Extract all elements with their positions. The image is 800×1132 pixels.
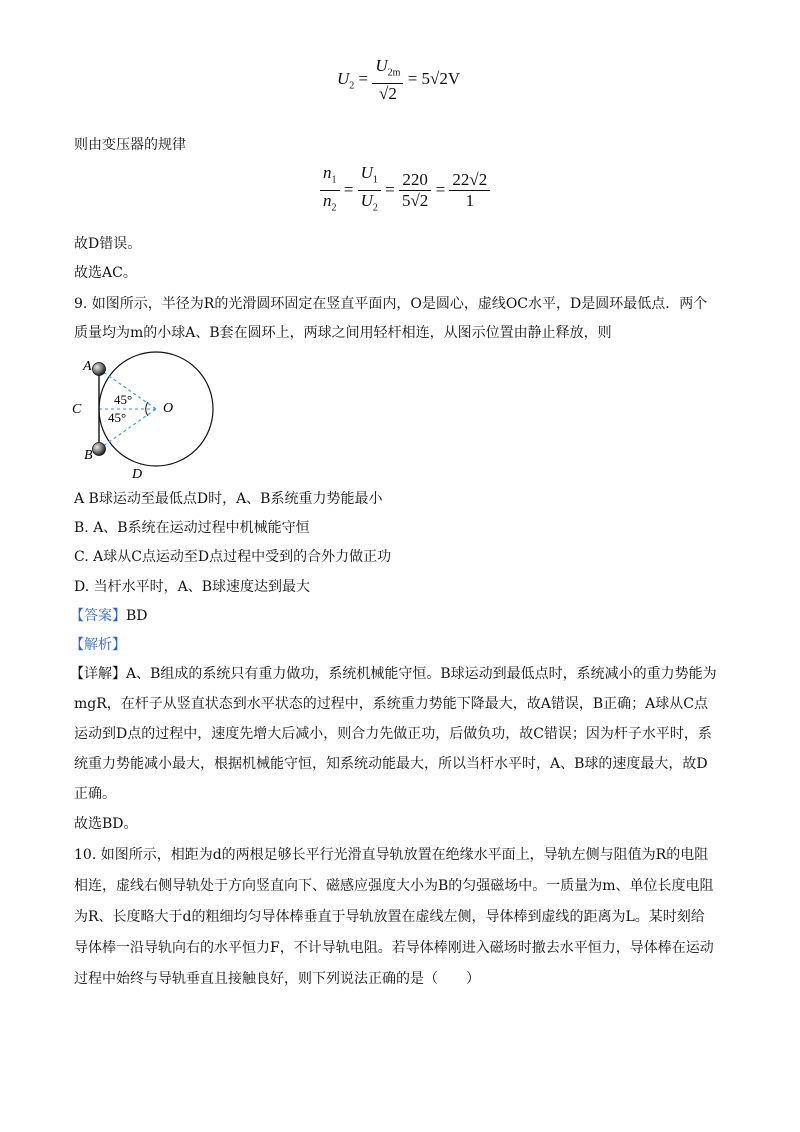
eq1-rhs: = 5√2V — [407, 69, 461, 89]
equation-turns-ratio: $\frac{n_1}{n_2}$ = $\frac{U_1}{U_2}$ = $\frac{220}{5√2}$ = $\frac{22√2}{1}$ — [320, 163, 490, 219]
label-c: C — [72, 402, 82, 417]
eq2-frac1 — [320, 163, 340, 219]
q10-line2: 相连，虚线右侧导轨处于方向竖直向下、磁感应强度大小为B的匀强磁场中。一质量为m、单位长度电阻 — [74, 878, 714, 894]
eq2-f1-den: n — [323, 191, 332, 211]
eq2-f1-den-sub: 2 — [331, 202, 337, 214]
eq2-f2-den-sub: 2 — [372, 202, 378, 214]
q9-option-b: B. A、B系统在运动过程中机械能守恒 — [74, 520, 310, 536]
q9-detail-line2: mgR，在杆子从竖直状态到水平状态的过程中，系统重力势能下降最大，故A错误，B正确；A球从C点 — [74, 696, 708, 712]
detail-text-1: A、B组成的系统只有重力做功，系统机械能守恒。B球运动到最低点时，系统减小的重力势能为 — [126, 666, 717, 682]
eq2-f3-den: 5√2 — [401, 191, 429, 211]
analysis-tag: 【解析】 — [70, 637, 126, 653]
eq2-f1-num-sub: 1 — [331, 174, 337, 186]
q9-answer-line — [70, 606, 148, 626]
q9-option-a: A B球运动至最低点D时，A、B系统重力势能最小 — [74, 491, 383, 507]
eq2-f2-num: U — [360, 163, 373, 182]
eq1-equals: = — [358, 69, 373, 89]
eq1-num: U — [375, 56, 388, 75]
eq2-frac3 — [399, 170, 431, 211]
q9-ring-figure — [70, 350, 220, 485]
eq2-f1-num: n — [323, 163, 332, 182]
q10-line5: 过程中始终与导轨垂直且接触良好，则下列说法正确的是（ ） — [74, 971, 480, 987]
eq1-fraction — [372, 56, 403, 104]
answer-tag: 【答案】 — [70, 608, 126, 624]
label-o: O — [163, 401, 174, 416]
q9-stem-line1: 9. 如图所示，半径为R的光滑圆环固定在竖直平面内，O是圆心，虚线OC水平，D是圆环最低点．两个 — [74, 296, 708, 312]
eq1-lhs-sub: 2 — [349, 80, 355, 92]
choose-ac-text: 故选AC。 — [74, 265, 137, 281]
equation-u2 — [337, 56, 460, 104]
q9-detail-line4: 统重力势能减小最大，根据机械能守恒，知系统动能最大，所以当杆水平时，A、B球的速度最大，故D — [74, 756, 708, 772]
q9-option-c: C. A球从C点运动至D点过程中受到的合外力做正功 — [74, 549, 392, 565]
label-b: B — [84, 448, 93, 463]
eq2-frac2 — [358, 163, 381, 219]
q9-detail-line3: 运动到D点的过程中，速度先增大后减小，则合力先做正功，后做负功，故C错误；因为杆子水平时，系 — [74, 726, 712, 742]
angle-label-top: 45° — [114, 392, 133, 407]
eq1-num-sub: 2m — [387, 67, 401, 79]
q10-line4: 导体棒一沿导轨向右的水平恒力F，不计导轨电阻。若导体棒刚进入磁场时撤去水平恒力，导体棒在运动 — [74, 940, 714, 956]
label-a: A — [83, 359, 92, 374]
eq1-lhs: U — [337, 69, 350, 89]
angle-label-bottom: 45° — [108, 410, 127, 425]
q10-line3: 为R、长度略大于d的粗细均匀导体棒垂直于导轨放置在虚线左侧，导体棒到虚线的距离为L。某时刻给 — [74, 909, 705, 925]
eq2-f2-num-sub: 1 — [372, 174, 378, 186]
q9-choose: 故选BD。 — [74, 816, 138, 832]
eq2-frac4 — [449, 170, 490, 211]
eq2-f4-num: 22√2 — [449, 170, 490, 191]
q9-option-d: D. 当杆水平时，A、B球速度达到最大 — [74, 579, 311, 595]
q10-line1: 10. 如图所示，相距为d的两根足够长平行光滑直导轨放置在绝缘水平面上，导轨左侧与阻值为R的电阻 — [74, 847, 709, 863]
detail-tag: 【详解】 — [70, 666, 126, 682]
eq2-f2-den: U — [360, 191, 373, 211]
answer-value: BD — [126, 608, 148, 624]
eq2-f4-den: 1 — [465, 191, 475, 211]
q9-detail-line5: 正确。 — [74, 786, 116, 802]
label-d: D — [132, 467, 143, 482]
ball-a — [93, 363, 106, 376]
eq2-f3-num: 220 — [399, 170, 431, 191]
rule-intro: 则由变压器的规律 — [74, 137, 186, 153]
eq1-den: √2 — [378, 84, 397, 104]
d-wrong-text: 故D错误。 — [74, 236, 142, 252]
q9-detail-line1 — [70, 664, 717, 684]
q9-stem-line2: 质量均为m的小球A、B套在圆环上，两球之间用轻杆相连，从图示位置由静止释放，则 — [74, 325, 612, 341]
ball-b — [93, 443, 106, 456]
